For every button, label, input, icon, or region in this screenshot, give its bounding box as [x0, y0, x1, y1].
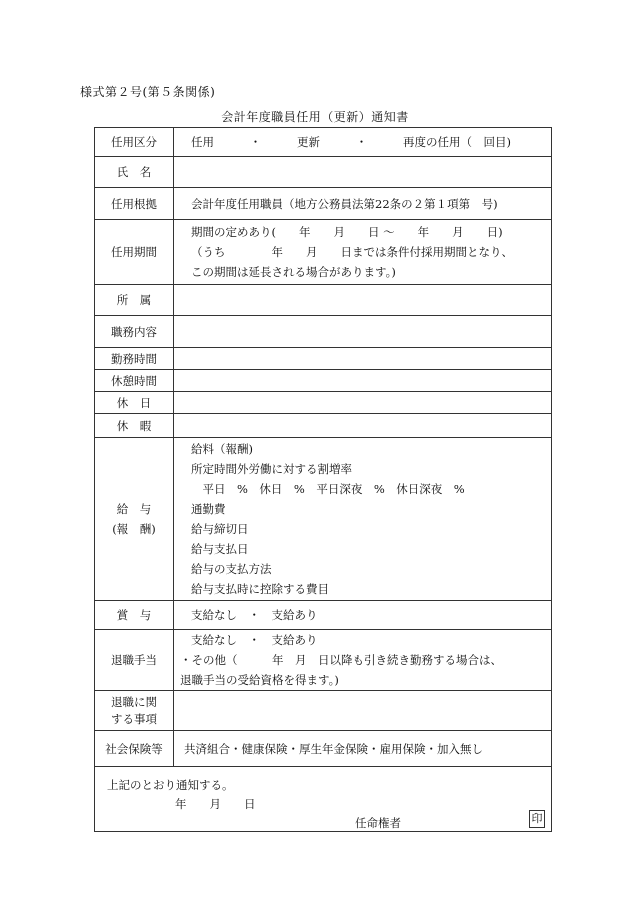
- value-salary: [174, 438, 552, 601]
- value-affiliation[interactable]: [174, 285, 552, 316]
- value-appointment-type: [174, 128, 552, 157]
- value-period: [174, 220, 552, 285]
- value-work-hours[interactable]: [174, 348, 552, 370]
- salary-label-line-1: 給 与: [116, 502, 152, 516]
- label-duties: 職務内容: [95, 316, 174, 348]
- row-work-hours: [95, 348, 552, 370]
- row-retirement-matters: [95, 691, 552, 731]
- row-bonus: [95, 601, 552, 630]
- value-retirement-allowance: [174, 630, 552, 691]
- document-title: 会計年度職員任用（更新）通知書: [221, 110, 409, 124]
- period-line-3: この期間は延長される場合があります。): [191, 265, 396, 279]
- row-duties: [95, 316, 552, 348]
- option-reappoint: 再度の任用（ 回目): [403, 135, 511, 149]
- label-work-hours: 勤務時間: [95, 348, 174, 370]
- salary-item: 給与の支払方法: [191, 562, 272, 576]
- label-appointment-type: 任用区分: [95, 128, 174, 157]
- option-renew: 更新: [297, 135, 320, 149]
- row-leave: [95, 414, 552, 438]
- seal-mark: 印: [529, 810, 545, 828]
- salary-item: 給与支払日: [191, 542, 249, 556]
- period-line-2: （うち 年 月 日までは条件付採用期間となり、: [191, 245, 513, 259]
- option-appoint: 任用: [191, 135, 214, 149]
- label-leave: 休 暇: [95, 414, 174, 438]
- label-affiliation: 所 属: [95, 285, 174, 316]
- notice-text: 上記のとおり通知する。: [107, 778, 234, 792]
- row-retirement-allowance: [95, 630, 552, 691]
- label-holidays: 休 日: [95, 392, 174, 414]
- row-affiliation: [95, 285, 552, 316]
- label-salary: [95, 438, 174, 601]
- row-period: [95, 220, 552, 285]
- salary-item: 給料（報酬): [191, 442, 253, 456]
- label-social-insurance: 社会保険等: [95, 731, 174, 767]
- value-basis: [174, 188, 552, 220]
- value-break-hours[interactable]: [174, 370, 552, 392]
- row-salary: [95, 438, 552, 601]
- value-bonus: 支給なし ・ 支給あり: [174, 601, 552, 630]
- label-bonus: 賞 与: [95, 601, 174, 630]
- label-retirement-matters: [95, 691, 174, 731]
- separator-dot: ・: [355, 135, 368, 149]
- label-retirement-allowance: 退職手当: [95, 630, 174, 691]
- salary-item: 給与支払時に控除する費目: [191, 582, 329, 596]
- label-name: 氏 名: [95, 157, 174, 188]
- row-name: [95, 157, 552, 188]
- row-footer: [95, 767, 552, 832]
- notice-form-table: [94, 127, 552, 832]
- retirement-allowance-line-3: 退職手当の受給資格を得ます。): [180, 673, 339, 687]
- row-break-hours: [95, 370, 552, 392]
- salary-item: 平日 % 休日 % 平日深夜 % 休日深夜 %: [191, 482, 465, 496]
- basis-text: 会計年度任用職員（地方公務員法第22条の２第１項第 号): [191, 196, 498, 211]
- retirement-allowance-line-1: 支給なし ・ 支給あり: [191, 633, 318, 647]
- salary-item: 所定時間外労働に対する割増率: [191, 462, 352, 476]
- retirement-matters-label-line-1: 退職に関: [111, 694, 157, 709]
- row-holidays: [95, 392, 552, 414]
- row-social-insurance: [95, 731, 552, 767]
- appointer-label: 任命権者: [355, 816, 401, 830]
- value-holidays[interactable]: [174, 392, 552, 414]
- label-period: 任用期間: [95, 220, 174, 285]
- salary-item: 給与締切日: [191, 522, 249, 536]
- value-social-insurance: [174, 731, 552, 767]
- retirement-allowance-line-2: ・その他（ 年 月 日以降も引き続き勤務する場合は、: [180, 653, 502, 667]
- salary-item: 通勤費: [191, 502, 226, 516]
- salary-label-line-2: (報 酬): [112, 522, 156, 536]
- value-name[interactable]: [174, 157, 552, 188]
- value-leave[interactable]: [174, 414, 552, 438]
- date-field: 年 月 日: [175, 797, 256, 811]
- retirement-matters-label-line-2: する事項: [111, 711, 157, 726]
- label-break-hours: 休憩時間: [95, 370, 174, 392]
- label-basis: 任用根拠: [95, 188, 174, 220]
- row-basis: [95, 188, 552, 220]
- value-duties[interactable]: [174, 316, 552, 348]
- separator-dot: ・: [249, 135, 262, 149]
- row-appointment-type: [95, 128, 552, 157]
- value-retirement-matters[interactable]: [174, 691, 552, 731]
- footer-cell: [95, 767, 552, 832]
- period-line-1: 期間の定めあり( 年 月 日 ～ 年 月 日): [191, 225, 503, 239]
- form-number-label: 様式第２号(第５条関係): [80, 85, 216, 99]
- social-insurance-text: 共済組合・健康保険・厚生年金保険・雇用保険・加入無し: [184, 741, 483, 756]
